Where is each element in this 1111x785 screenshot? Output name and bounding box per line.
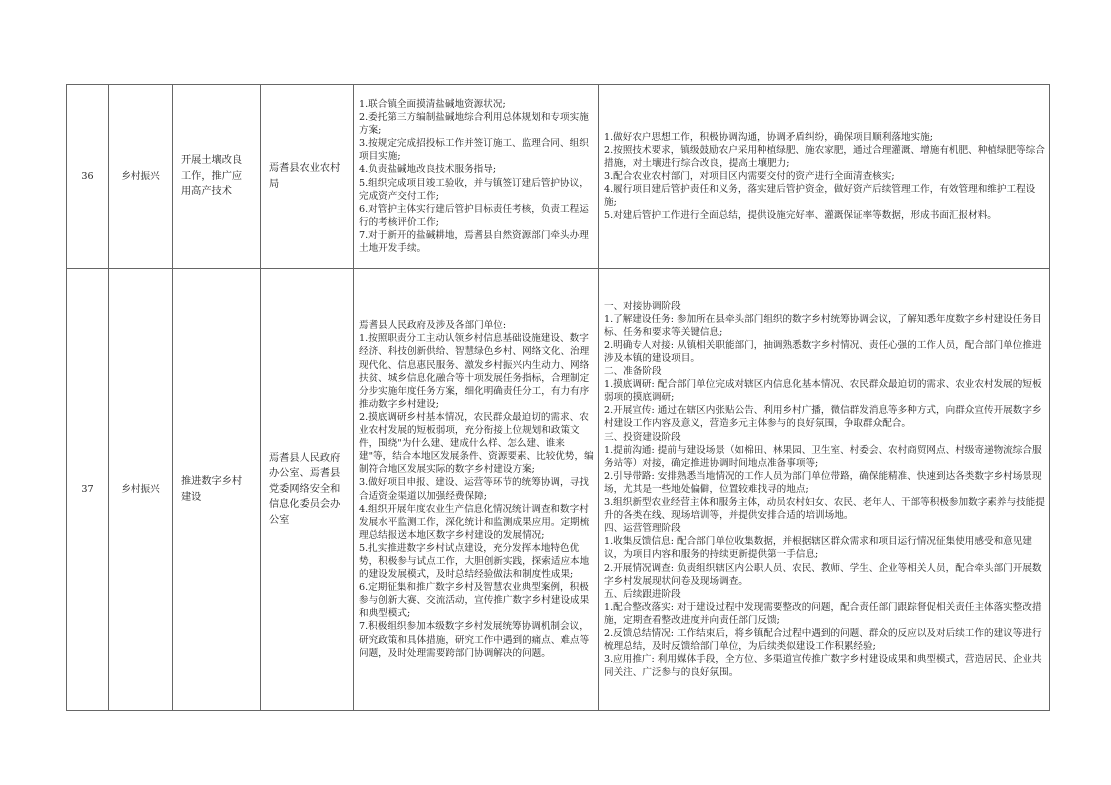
responsibility-item: 1.提前沟通: 提前与建设场景（如棉田、林果园、卫生室、村委会、农村商贸网点、村级寄递物流综合服务站等）对接，确定推进协调时间地点准备事项等;	[604, 444, 1042, 469]
measures-cell	[354, 85, 599, 269]
responsibility-cell	[599, 269, 1050, 711]
measure-intro: 焉耆县人民政府及涉及各部门单位:	[359, 320, 507, 332]
measures-cell	[354, 269, 599, 711]
row-number: 37	[67, 269, 109, 711]
measure-item: 3.做好项目申报、建设、运营等环节的统筹协调，寻找合适资金渠道以加强经费保障;	[359, 477, 589, 502]
responsibility-item: 1.摸底调研: 配合部门单位完成对辖区内信息化基本情况、农民群众最迫切的需求、农业农村发展的短板弱项的摸底调研;	[604, 379, 1042, 404]
department-cell: 焉耆县农业农村局	[261, 85, 354, 269]
responsibility-item: 2.开展宣传: 通过在辖区内张贴公告、利用乡村广播，微信群发消息等多种方式，向群众宣传开展数字乡村建设工作内容及意义，营造多元主体参与的良好氛围，争取群众配合。	[604, 405, 1042, 430]
responsibility-item: 3.配合农业农村部门，对项目区内需要交付的资产进行全面清查核实;	[604, 170, 895, 182]
responsibility-item: 2.开展情况调查: 负责组织辖区内公职人员、农民、教师、学生、企业等相关人员，配合牵头部门开展数字乡村发展现状问卷及现场调查。	[604, 562, 1042, 587]
measure-item: 7.对于新开的盐碱耕地，焉耆县自然资源部门牵头办理土地开发手续。	[359, 229, 589, 254]
responsibility-item: 1.收集反馈信息: 配合部门单位收集数据，并根据辖区群众需求和项目运行情况征集使用感受和意见建议，为项目内容和服务的持续更新提供第一手信息;	[604, 536, 1032, 561]
stage-heading: 一、对接协调阶段	[604, 300, 681, 312]
measure-item: 7.积极组织参加本级数字乡村发展统筹协调机制会议，研究政策和具体措施，研究工作中遇到的痛点、难点等问题，及时处理需要跨部门协调解决的问题。	[359, 621, 590, 659]
measure-item: 1.按照职责分工主动认领乡村信息基础设施建设、数字经济、科技创新供给、智慧绿色乡村、网络文化、治理现代化、信息惠民服务、激发乡村振兴内生动力、网络扶贫、城乡信息化融合等十项发展任务指标，合理制定分步实施年度任务方案，细化明确责任分工，有力有序推动数字乡村建设;	[359, 333, 590, 410]
stage-heading: 二、准备阶段	[604, 366, 662, 378]
table-row	[67, 269, 1050, 711]
category-cell: 乡村振兴	[109, 85, 173, 269]
task-cell: 开展土壤改良工作，推广应用高产技术	[173, 85, 261, 269]
table-row	[67, 85, 1050, 269]
stage-heading: 四、运营管理阶段	[604, 523, 681, 535]
measure-item: 4.负责盐碱地改良技术服务指导;	[359, 164, 497, 176]
stage-heading: 五、后续跟进阶段	[604, 588, 681, 600]
measure-item: 6.定期征集和推广数字乡村及智慧农业典型案例，积极参与创新大赛、交流活动，宣传推广数字乡村建设成果和典型模式;	[359, 582, 590, 620]
responsibility-item: 3.应用推广: 利用媒体手段，全方位、多渠道宣传推广数字乡村建设成果和典型模式，营造居民、企业共同关注、广泛参与的良好氛围。	[604, 654, 1042, 679]
measure-item: 1.联合镇全面摸清盐碱地资源状况;	[359, 98, 506, 110]
measure-item: 4.组织开展年度农业生产信息化情况统计调查和数字村发展水平监测工作，深化统计和监测成果应用。定期梳理总结报送本地区数字乡村建设的发展情况;	[359, 503, 590, 541]
responsibility-item: 1.配合整改落实: 对于建设过程中发现需要整改的问题，配合责任部门跟踪督促相关责任主体落实整改措施，定期查看整改进度并向责任部门反馈;	[604, 601, 1042, 626]
measure-item: 6.对管护主体实行建后管护目标责任考核，负责工程运行的考核评价工作;	[359, 203, 589, 228]
responsibility-item: 5.对建后管护工作进行全面总结，提供设施完好率、灌溉保证率等数据，形成书面汇报材料。	[604, 210, 997, 222]
measure-item: 3.按规定完成招投标工作并签订施工、监理合同、组织项目实施;	[359, 138, 589, 163]
responsibility-cell	[599, 85, 1050, 269]
responsibility-item: 2.按照技术要求，镇级鼓励农户采用种植绿肥、施农家肥，通过合理灌溉、增施有机肥、种植绿肥等综合措施，对土壤进行综合改良，提高土壤肥力;	[604, 144, 1045, 169]
responsibility-item: 2.引导带路: 安排熟悉当地情况的工作人员为部门单位带路，确保能精准、快速到达各类数字乡村场景现场，尤其是一些地处偏僻，位置较难找寻的地点;	[604, 470, 1042, 495]
stage-heading: 三、投资建设阶段	[604, 431, 681, 443]
task-cell: 推进数字乡村建设	[173, 269, 261, 711]
row-number: 36	[67, 85, 109, 269]
responsibility-item: 4.履行项目建后管护责任和义务，落实建后管护资金，做好资产后续管理工作，有效管理和维护工程设施;	[604, 184, 1036, 209]
responsibility-item: 2.明确专人对接: 从镇相关职能部门，抽调熟悉数字乡村情况、责任心强的工作人员，配合部门单位推进涉及本镇的建设项目。	[604, 339, 1042, 365]
measure-item: 2.摸底调研乡村基本情况，农民群众最迫切的需求、农业农村发展的短板弱项，充分衔接上位规划和政策文件，围绕"为什么建、建成什么样、怎么建、谁来建"等，结合本地区发展条件、资源要素、比较优势，编制符合地区发展实际的数字乡村建设方案;	[359, 411, 594, 476]
responsibility-item: 1.了解建设任务: 参加所在县牵头部门组织的数字乡村统筹协调会议，了解知悉年度数字乡村建设任务目标、任务和要求等关键信息;	[604, 313, 1042, 338]
responsibility-item: 2.反馈总结情况: 工作结束后，将乡镇配合过程中遇到的问题、群众的反应以及对后续工作的建议等进行梳理总结，及时反馈给部门单位，为后续类似建设工作积累经验;	[604, 627, 1042, 653]
department-cell: 焉耆县人民政府办公室、焉耆县党委网络安全和信息化委员会办公室	[261, 269, 354, 711]
category-cell: 乡村振兴	[109, 269, 173, 711]
measure-item: 5.组织完成项目竣工验收，并与镇签订建后管护协议，完成资产交付工作;	[359, 177, 589, 202]
measure-item: 2.委托第三方编制盐碱地综合利用总体规划和专项实施方案;	[359, 112, 589, 137]
measure-item: 5.扎实推进数字乡村试点建设，充分发挥本地特色优势，积极参与试点工作，大胆创新实践，探索适应本地的建设发展模式，及时总结经验做法和制度性成果;	[359, 542, 590, 581]
task-table	[66, 84, 1050, 711]
responsibility-item: 1.做好农户思想工作，积极协调沟通，协调矛盾纠纷，确保项目顺利落地实施;	[604, 131, 933, 143]
responsibility-item: 3.组织新型农业经营主体和服务主体，动员农村妇女、农民、老年人、干部等积极参加数字素养与技能提升的各类在线、现场培训等，并提供安排合适的培训场地。	[604, 497, 1045, 522]
